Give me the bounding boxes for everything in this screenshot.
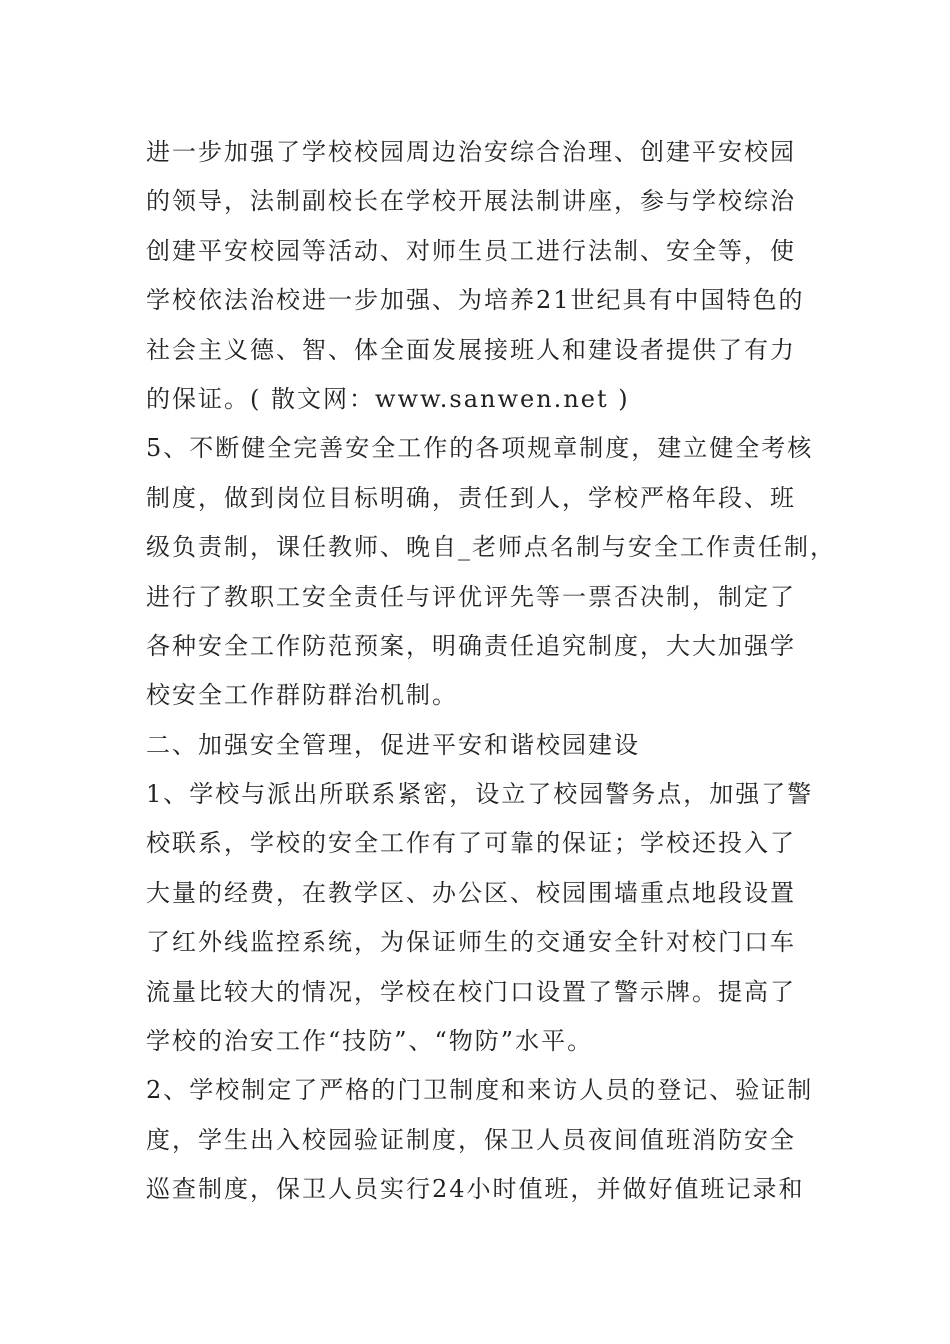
text-line: 级负责制，课任教师、晚自_老师点名制与安全工作责任制， xyxy=(146,533,836,562)
text-line: 的领导，法制副校长在学校开展法制讲座，参与学校综治 xyxy=(146,187,796,216)
text-line: 制度，做到岗位目标明确，责任到人，学校严格年段、班 xyxy=(146,483,796,512)
text-line: 学校的治安工作“技防”、“物防”水平。 xyxy=(146,1027,594,1056)
section-heading: 二、加强安全管理，促进平安和谐校园建设 xyxy=(146,730,640,759)
text-line: 5、不断健全完善安全工作的各项规章制度，建立健全考核 xyxy=(146,434,814,463)
text-line: 巡查制度，保卫人员实行24小时值班，并做好值班记录和 xyxy=(146,1175,805,1204)
text-line: 各种安全工作防范预案，明确责任追究制度，大大加强学 xyxy=(146,631,796,660)
text-line: 社会主义德、智、体全面发展接班人和建设者提供了有力 xyxy=(146,335,796,364)
text-line: 进一步加强了学校校园周边治安综合治理、创建平安校园 xyxy=(146,138,796,166)
document-body xyxy=(146,128,836,1215)
text-line: 的保证。( 散文网：www.sanwen.net ) xyxy=(146,384,630,413)
text-line: 学校依法治校进一步加强、为培养21世纪具有中国特色的 xyxy=(146,286,805,315)
text-line: 校联系，学校的安全工作有了可靠的保证；学校还投入了 xyxy=(146,829,796,858)
text-line: 大量的经费，在教学区、办公区、校园围墙重点地段设置 xyxy=(146,878,796,907)
text-line: 进行了教职工安全责任与评优评先等一票否决制，制定了 xyxy=(146,582,796,611)
text-line: 创建平安校园等活动、对师生员工进行法制、安全等，使 xyxy=(146,236,796,265)
text-line: 了红外线监控系统，为保证师生的交通安全针对校门口车 xyxy=(146,928,796,957)
text-line: 流量比较大的情况，学校在校门口设置了警示牌。提高了 xyxy=(146,977,796,1006)
text-line: 1、学校与派出所联系紧密，设立了校园警务点，加强了警 xyxy=(146,780,814,809)
text-line: 校安全工作群防群治机制。 xyxy=(146,681,458,710)
text-line: 2、学校制定了严格的门卫制度和来访人员的登记、验证制 xyxy=(146,1076,814,1105)
text-line: 度，学生出入校园验证制度，保卫人员夜间值班消防安全 xyxy=(146,1125,796,1154)
